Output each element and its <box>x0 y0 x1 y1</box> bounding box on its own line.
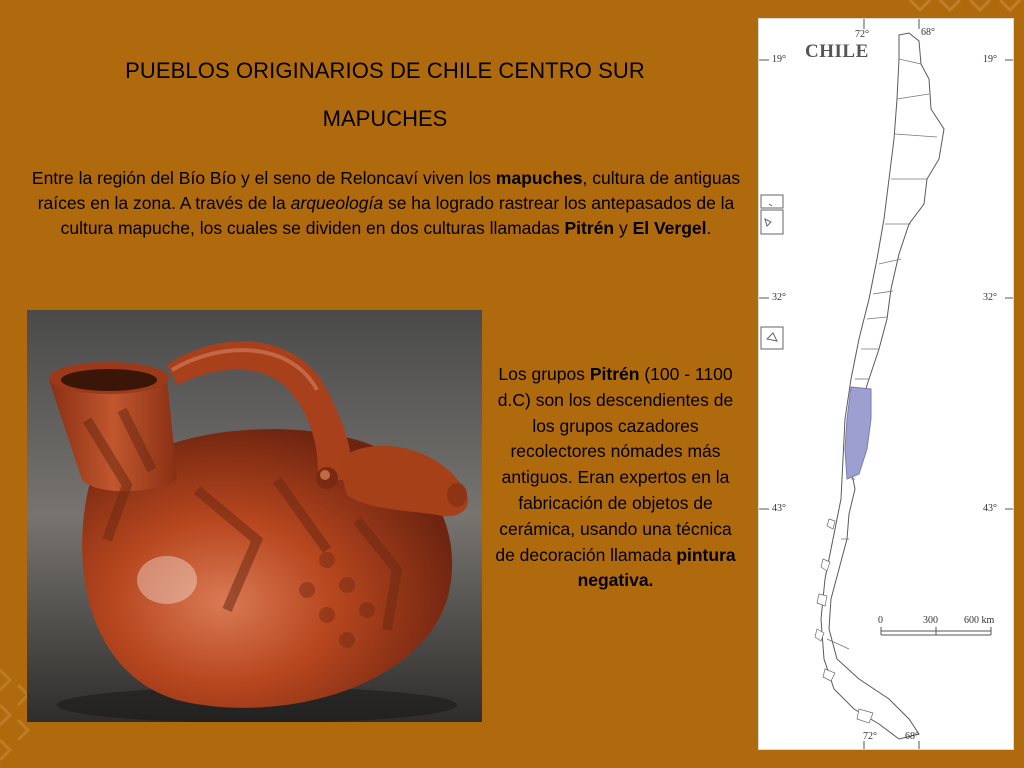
map-lat-32-right: 32° <box>983 292 997 303</box>
map-lat-19-left: 19° <box>772 54 786 65</box>
map-lon-72-bottom: 72° <box>863 731 877 742</box>
map-lat-43-left: 43° <box>772 503 786 514</box>
keyword-pintura-negativa: pintura negativa. <box>577 544 736 591</box>
pottery-photo <box>27 310 482 722</box>
map-lat-43-right: 43° <box>983 503 997 514</box>
map-title: CHILE <box>805 41 869 62</box>
keyword-el-vergel: El Vergel <box>632 218 707 238</box>
slide-subtitle: MAPUCHES <box>322 106 448 131</box>
map-lat-32-left: 32° <box>772 292 786 303</box>
mapuche-region-highlight <box>845 387 871 479</box>
pitren-paragraph: Los grupos Pitrén (100 - 1100 d.C) son los descendientes de los grupos cazadores recolectores nómades más antiguos. Eran expertos en la fabricación de objetos de cerámica, usando una técnica de decoración llamada pintura negativa. <box>495 364 736 591</box>
chile-map <box>758 18 1014 750</box>
map-lon-68-bottom: 68° <box>905 731 919 742</box>
map-lon-68-top: 68° <box>921 27 935 38</box>
intro-paragraph: Entre la región del Bío Bío y el seno de Reloncaví viven los mapuches, cultura de antiguas raíces en la zona. A través de la arqueología se ha logrado rastrear los antepasados de la cultura mapuche, los cuales se dividen en dos culturas llamadas Pitrén y El Vergel. <box>31 168 741 238</box>
keyword-mapuches: mapuches <box>495 168 583 188</box>
map-scale-300: 300 <box>923 615 938 626</box>
map-scale-bar <box>881 627 991 635</box>
map-scale-0: 0 <box>878 615 883 626</box>
map-lon-72-top: 72° <box>855 29 869 40</box>
keyword-pitren: Pitrén <box>564 218 615 238</box>
map-scale-600: 600 km <box>964 615 995 626</box>
slide-title: PUEBLOS ORIGINARIOS DE CHILE CENTRO SUR <box>125 58 645 83</box>
keyword-pitren-side: Pitrén <box>589 364 640 384</box>
chile-outline <box>821 33 944 739</box>
map-lat-19-right: 19° <box>983 54 997 65</box>
keyword-arqueologia: arqueología <box>290 193 384 213</box>
